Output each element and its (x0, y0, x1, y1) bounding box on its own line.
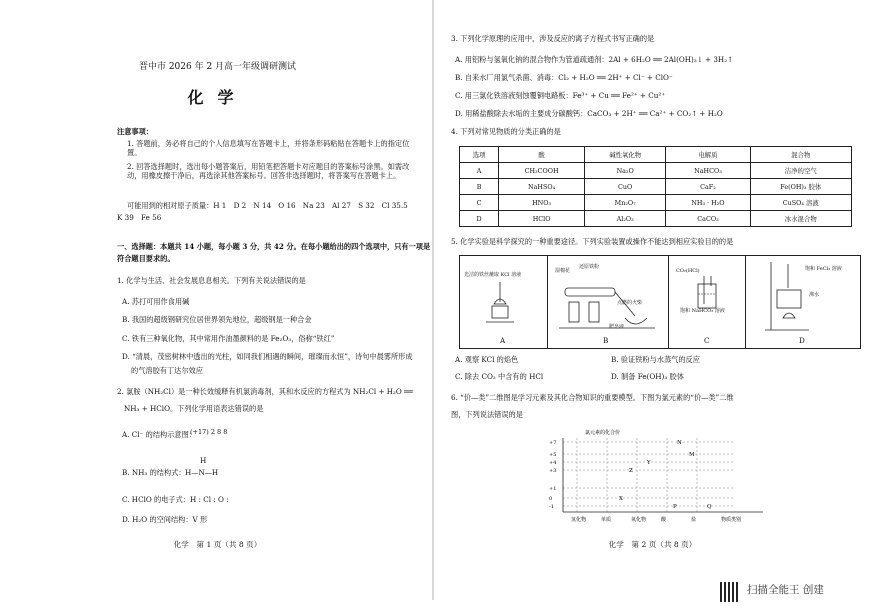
table-cell: NaHSO₄ (499, 179, 585, 195)
table-row (460, 211, 852, 227)
q5-option-c: C. 除去 CO₂ 中含有的 HCl (455, 372, 544, 381)
x-tick-label: 单质 (601, 517, 612, 523)
table-header: 电解质 (666, 147, 750, 163)
q5-option-a: A. 观察 KCl 的焰色 (455, 355, 519, 364)
apparatus-c-label: CO₂(HCl) (676, 268, 700, 274)
q2-stem-cont: NH₃ + HClO。下列化学用语表达错误的是 (124, 404, 264, 413)
table-cell: Fe(OH)₃ 胶体 (750, 179, 851, 195)
page-1-footer: 化学 第 1 页（共 8 页） (173, 540, 262, 549)
apparatus-c-label: 饱和 NaHCO₃ 溶液 (680, 308, 725, 314)
iron-steam-apparatus-icon (555, 276, 660, 334)
qr-code-icon (720, 582, 740, 602)
table-cell: CH₃COOH (499, 163, 585, 179)
x-tick-label: 氧化物 (631, 517, 647, 523)
q3-stem: 3. 下列化学原理的应用中，涉及反应的离子方程式书写正确的是 (451, 34, 655, 43)
gas-washing-bottle-icon (692, 276, 722, 310)
chart-point-label: M (689, 452, 695, 458)
apparatus-b-label: 湿棉花 (555, 268, 571, 274)
cl-ion-structure-diagram: (+17) 2 8 8 (190, 428, 228, 436)
y-tick-label: +3 (549, 468, 557, 474)
page-2 (435, 0, 870, 615)
chart-point-label: N (677, 440, 682, 446)
q5-option-b: B. 验证铁粉与水蒸气的反应 (611, 355, 700, 364)
x-tick-label: 氢化物 (571, 517, 587, 523)
q6-stem: 6. “价—类”二维图是学习元素及其化合物知识的重要模型。下图为氯元素的“价—类”二维 (451, 393, 734, 402)
q2-option-d: D. H₂O 的空间结构：V 形 (122, 515, 208, 524)
table-cell: B (460, 179, 499, 195)
table-row (460, 195, 852, 211)
q1-option-c: C. 铁有三种氧化物，其中常用作油墨颜料的是 Fe₂O₃，俗称“铁红” (122, 334, 335, 343)
y-tick-label: +4 (549, 460, 557, 466)
table-cell: CaCO₃ (666, 211, 750, 227)
note-2: 2. 回答选择题时，选出每小题答案后，用铅笔把答题卡对应题目的答案标号涂黑。如需改动，用橡皮擦干净后，再选涂其他答案标号。回答非选择题时，将答案写在答题卡上。 (127, 162, 410, 180)
section-heading: 一、选择题：本题共 14 小题，每小题 3 分，共 42 分。在每小题给出的四个选项中，只有一项是 (117, 242, 431, 251)
x-tick-label: 盐 (691, 517, 697, 523)
q1-option-b: B. 我国的超级钢研究位居世界领先地位，超级钢是一种合金 (122, 315, 312, 324)
apparatus-b-label: 肥皂液 (609, 324, 625, 330)
table-cell: D (460, 211, 499, 227)
table-cell: C (460, 195, 499, 211)
table-header: 酸 (499, 147, 585, 163)
q1-option-d-cont: 的气溶胶有丁达尔效应 (131, 366, 203, 375)
apparatus-c (668, 256, 746, 348)
table-cell: Al₂O₃ (584, 211, 665, 227)
table-cell: NH₃ · H₂O (666, 195, 750, 211)
nh3-structure-formula: H—N—H (185, 468, 219, 477)
apparatus-b-label: 还原铁粉 (579, 264, 600, 270)
table-cell: Mn₂O₇ (584, 195, 665, 211)
q3-option-b: B. 自来水厂用氯气杀菌、消毒：Cl₂ + H₂O ══ 2H⁺ + Cl⁻ + ClO⁻ (455, 73, 673, 82)
table-cell: A (460, 163, 499, 179)
q5-stem: 5. 化学实验是科学探究的一种重要途径。下列实验装置或操作不能达到相应实验目的的是 (451, 237, 734, 246)
apparatus-d-letter: D (799, 336, 805, 345)
apparatus-b-label: 点燃的火柴 (617, 300, 643, 306)
table-cell: NaHCO₃ (666, 163, 750, 179)
apparatus-a-letter: A (500, 336, 506, 345)
apparatus-a (460, 256, 548, 348)
classification-table (459, 146, 852, 227)
q6-stem-cont: 图，下列说法错误的是 (451, 410, 523, 419)
q5-option-d: D. 制备 Fe(OH)₃ 胶体 (611, 372, 684, 381)
q1-option-d: D. “清晨，茂密树林中透出的光柱，如同我们相遇的瞬间，璀璨而永恒”，诗句中晨雾所形成 (122, 352, 413, 361)
y-tick-label: 0 (549, 496, 553, 502)
table-row (460, 179, 852, 195)
y-tick-label: -1 (549, 504, 554, 510)
exam-header: 晋中市 2026 年 2 月高一年级调研测试 (138, 62, 297, 72)
q1-stem: 1. 化学与生活、社会发展息息相关。下列有关说法错误的是 (117, 276, 306, 285)
q2-option-a: A. Cl⁻ 的结构示意图： (122, 430, 196, 439)
q4-stem: 4. 下列对常见物质的分类正确的是 (451, 127, 561, 136)
x-tick-label: 物质类别 (721, 517, 742, 523)
q3-option-c: C. 用三氯化铁溶液刻蚀覆铜电路板：Fe³⁺ + Cu ══ Fe²⁺ + Cu²⁺ (455, 91, 666, 100)
valence-class-chart (535, 426, 785, 526)
table-header-row (460, 147, 852, 163)
page-fold-divider (432, 0, 434, 600)
page-2-footer: 化学 第 2 页（共 8 页） (608, 540, 697, 549)
q1-option-a: A. 苏打可用作食用碱 (122, 297, 190, 306)
notes-title: 注意事项： (117, 127, 153, 136)
apparatus-b (547, 256, 669, 348)
q2-option-c: C. HClO 的电子式：H : Cl : O : (122, 495, 229, 504)
table-cell: CuO (584, 179, 665, 195)
flame-test-icon (480, 282, 520, 332)
apparatus-d-label: 沸水 (809, 292, 820, 298)
y-tick-label: +5 (549, 452, 557, 458)
chart-point-label: Y (647, 460, 651, 466)
q2-stem: 2. 氯胺（NH₂Cl）是一种长效缓释有机氯消毒剂，其和水反应的方程式为 NH₂Cl + H₂O ══ (117, 387, 413, 396)
chart-point-label: Z (629, 468, 633, 474)
q3-option-d: D. 用稀盐酸除去水垢的主要成分碳酸钙：CaCO₃ + 2H⁺ ══ Ca²⁺ + CO₂↑ + H₂O (455, 109, 723, 118)
note-4: K 39 Fe 56 (117, 213, 162, 222)
apparatus-d-label: 饱和 FeCl₃ 溶液 (805, 266, 842, 272)
chart-point-label: P (673, 504, 677, 510)
y-tick-label: +7 (549, 440, 557, 446)
apparatus-c-letter: C (704, 336, 710, 345)
apparatus-b-letter: B (603, 336, 609, 345)
section-heading-cont: 符合题目要求的。 (117, 254, 175, 263)
table-row (460, 163, 852, 179)
table-cell: HNO₃ (499, 195, 585, 211)
apparatus-figure (459, 255, 861, 349)
chart-point-label: X (619, 496, 623, 502)
table-header: 混合物 (750, 147, 851, 163)
scanner-watermark: 扫描全能王 创建 (747, 584, 824, 596)
note-3: 可能用到的相对原子质量：H 1 D 2 N 14 O 16 Na 23 Al 27 S 32 Cl 35.5 (127, 201, 408, 210)
chart-title: 氯元素的化合价 (585, 430, 621, 436)
chart-point-label: Q (707, 504, 712, 510)
table-header: 碱性氧化物 (584, 147, 665, 163)
table-cell: HClO (499, 211, 585, 227)
subject-title: 化学 (187, 88, 248, 107)
table-cell: Na₂O (584, 163, 665, 179)
x-tick-label: 酸 (661, 517, 667, 523)
apparatus-d (745, 256, 859, 348)
note-1: 1. 答题前，务必将自己的个人信息填写在答题卡上，并将条形码粘贴在答题卡上的指定位置。 (127, 139, 410, 157)
table-header: 选项 (460, 147, 499, 163)
colloid-preparation-icon (763, 262, 813, 334)
table-cell: CuSO₄ 溶液 (750, 195, 851, 211)
table-cell: CaF₂ (666, 179, 750, 195)
table-cell: 冰水混合物 (750, 211, 851, 227)
table-cell: 洁净的空气 (750, 163, 851, 179)
q2-option-b: B. NH₃ 的结构式： (122, 468, 186, 477)
nh3-structure-top-h: H (200, 456, 207, 465)
q3-option-a: A. 用铝粉与氢氧化钠的混合物作为管道疏通剂：2Al + 6H₂O ══ 2Al(OH)₃↓ + 3H₂↑ (455, 55, 734, 64)
apparatus-a-label: 光洁的铁丝蘸取 KCl 溶液 (464, 272, 522, 278)
y-tick-label: +1 (549, 486, 557, 492)
